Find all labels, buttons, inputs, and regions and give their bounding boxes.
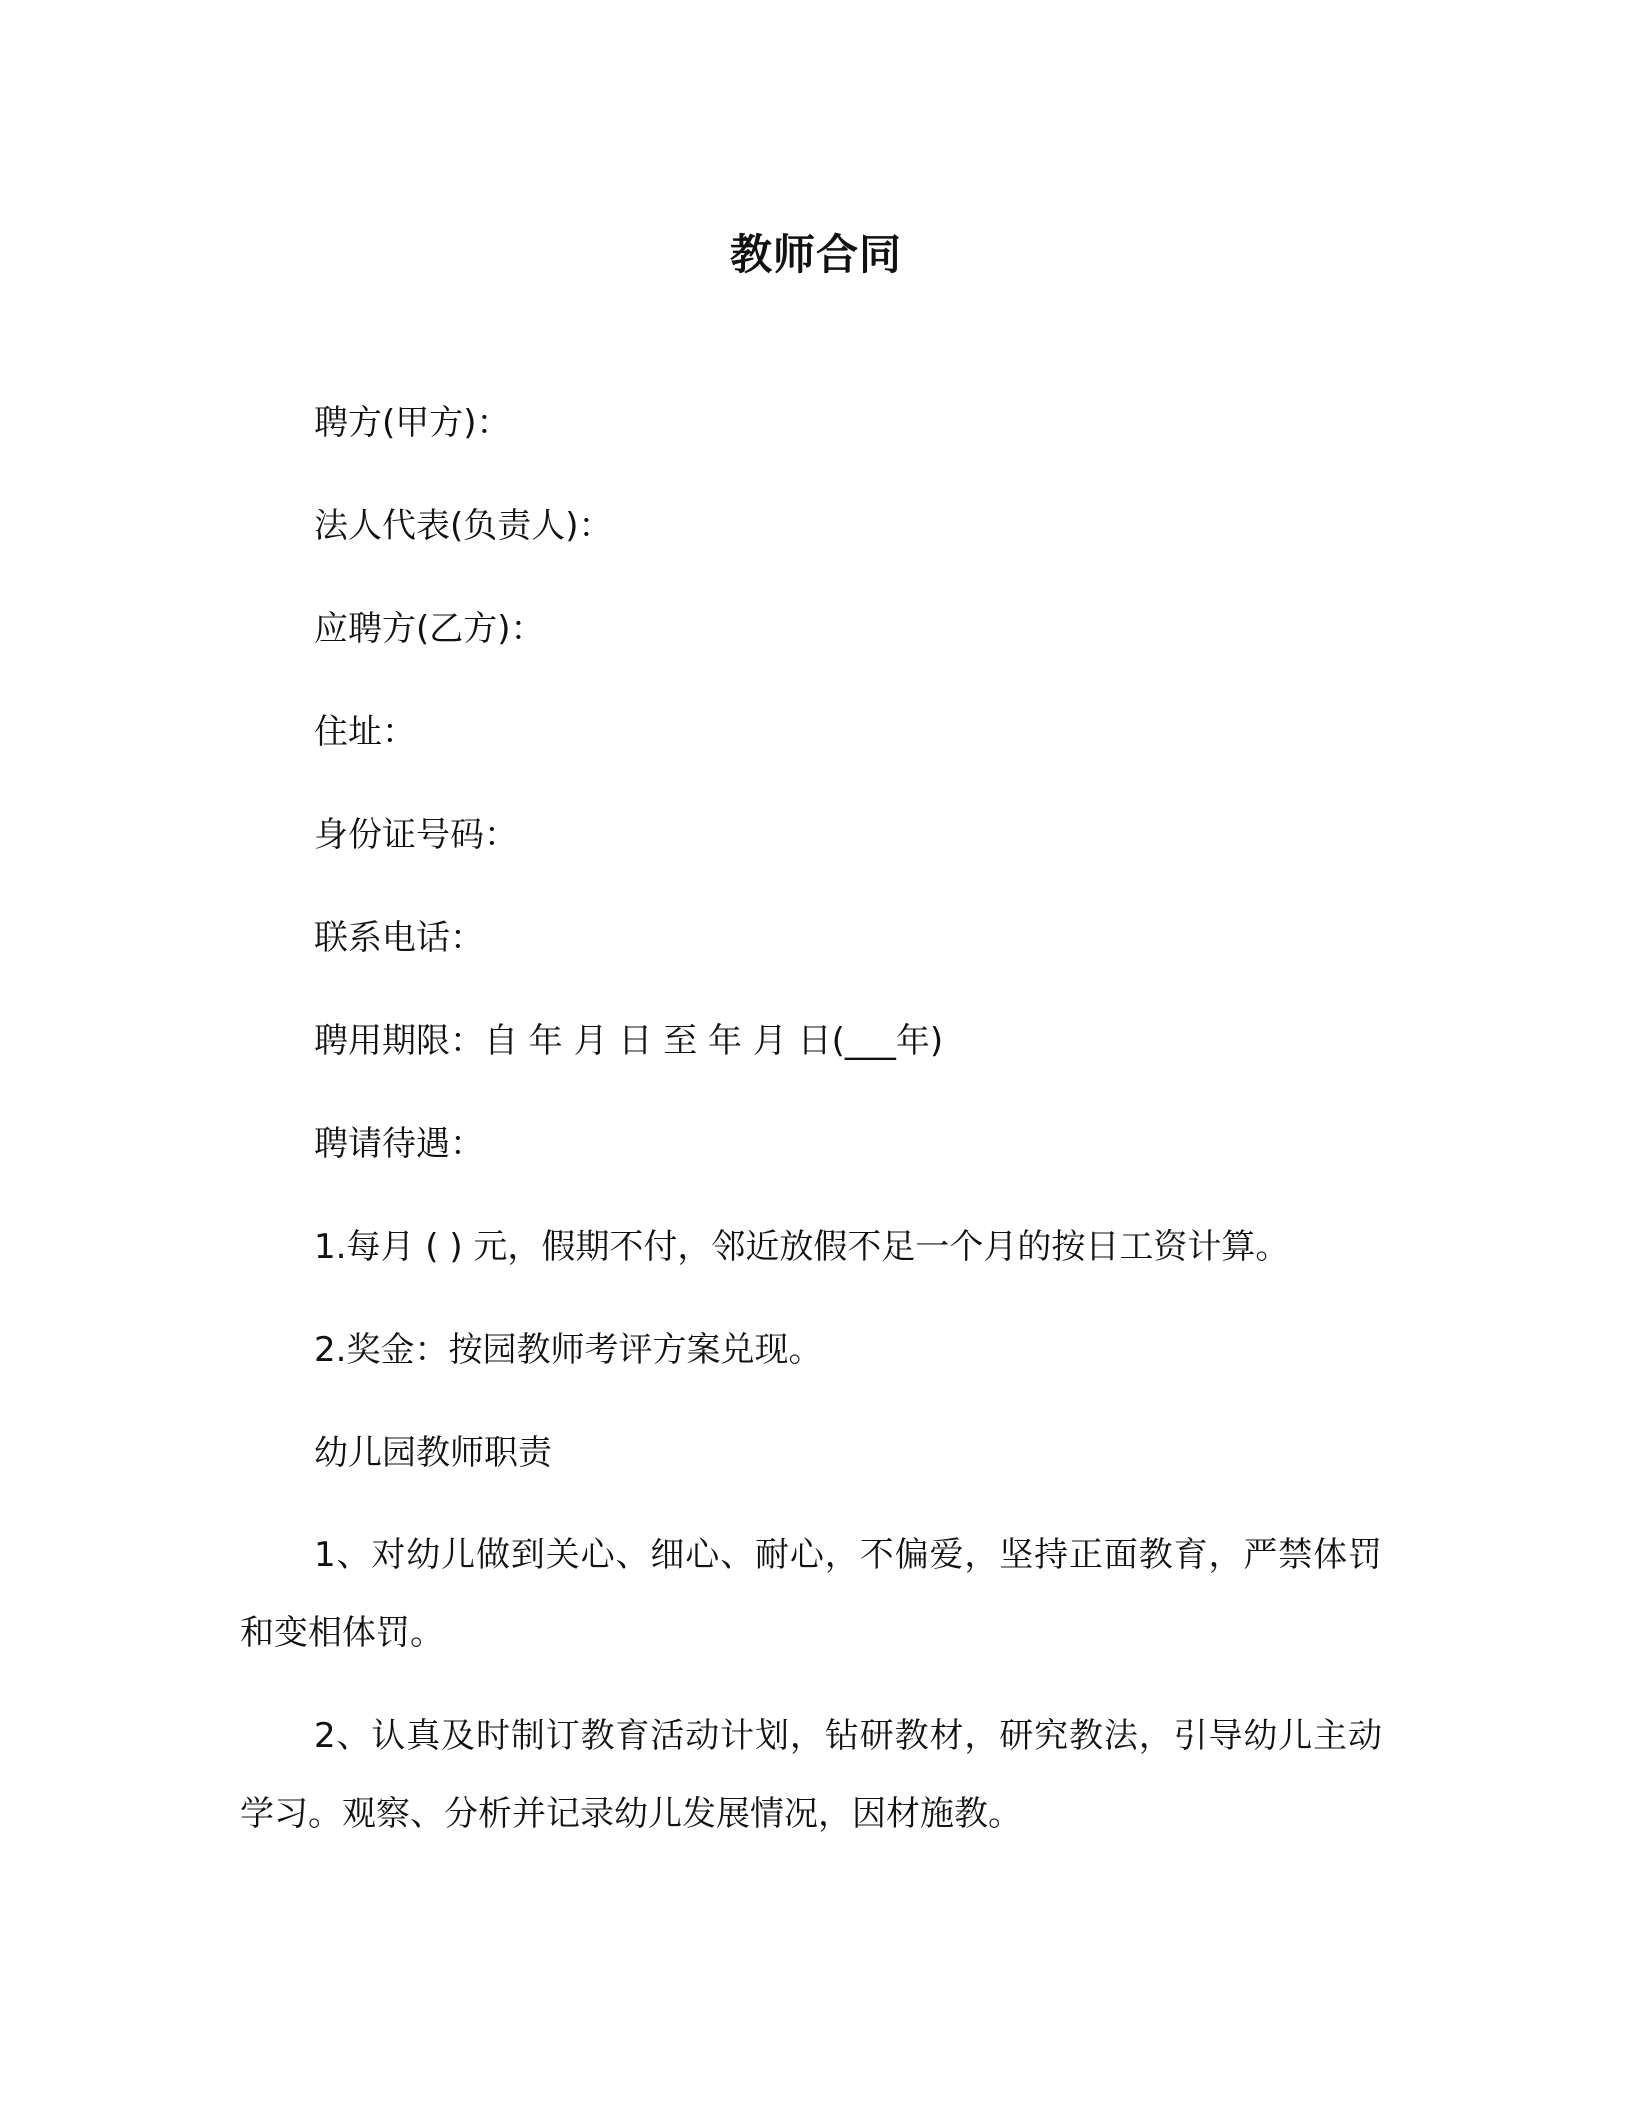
salary-clause: 1.每月 ( ) 元，假期不付，邻近放假不足一个月的按日工资计算。 (314, 1227, 1290, 1267)
compensation-heading: 聘请待遇： (314, 1124, 484, 1164)
duties-heading: 幼儿园教师职责 (314, 1433, 552, 1473)
duty-item-2: 2、认真及时制订教育活动计划，钻研教材，研究教法，引导幼儿主动学习。观察、分析并记录幼儿发展情况，因材施教。 (240, 1716, 1382, 1834)
bonus-clause: 2.奖金：按园教师考评方案兑现。 (314, 1330, 823, 1370)
duty-item-1: 1、对幼儿做到关心、细心、耐心，不偏爱，坚持正面教育，严禁体罚和变相体罚。 (240, 1535, 1382, 1653)
document-title: 教师合同 (729, 230, 902, 279)
address-field: 住址： (314, 712, 416, 752)
id-number-field: 身份证号码： (314, 815, 518, 855)
employee-field: 应聘方(乙方)： (314, 609, 545, 649)
phone-field: 联系电话： (314, 918, 484, 958)
legal-representative-field: 法人代表(负责人)： (314, 506, 613, 546)
employment-term-field: 聘用期限：自 年 月 日 至 年 月 日(___年) (314, 1021, 944, 1061)
employer-field: 聘方(甲方)： (314, 403, 511, 443)
